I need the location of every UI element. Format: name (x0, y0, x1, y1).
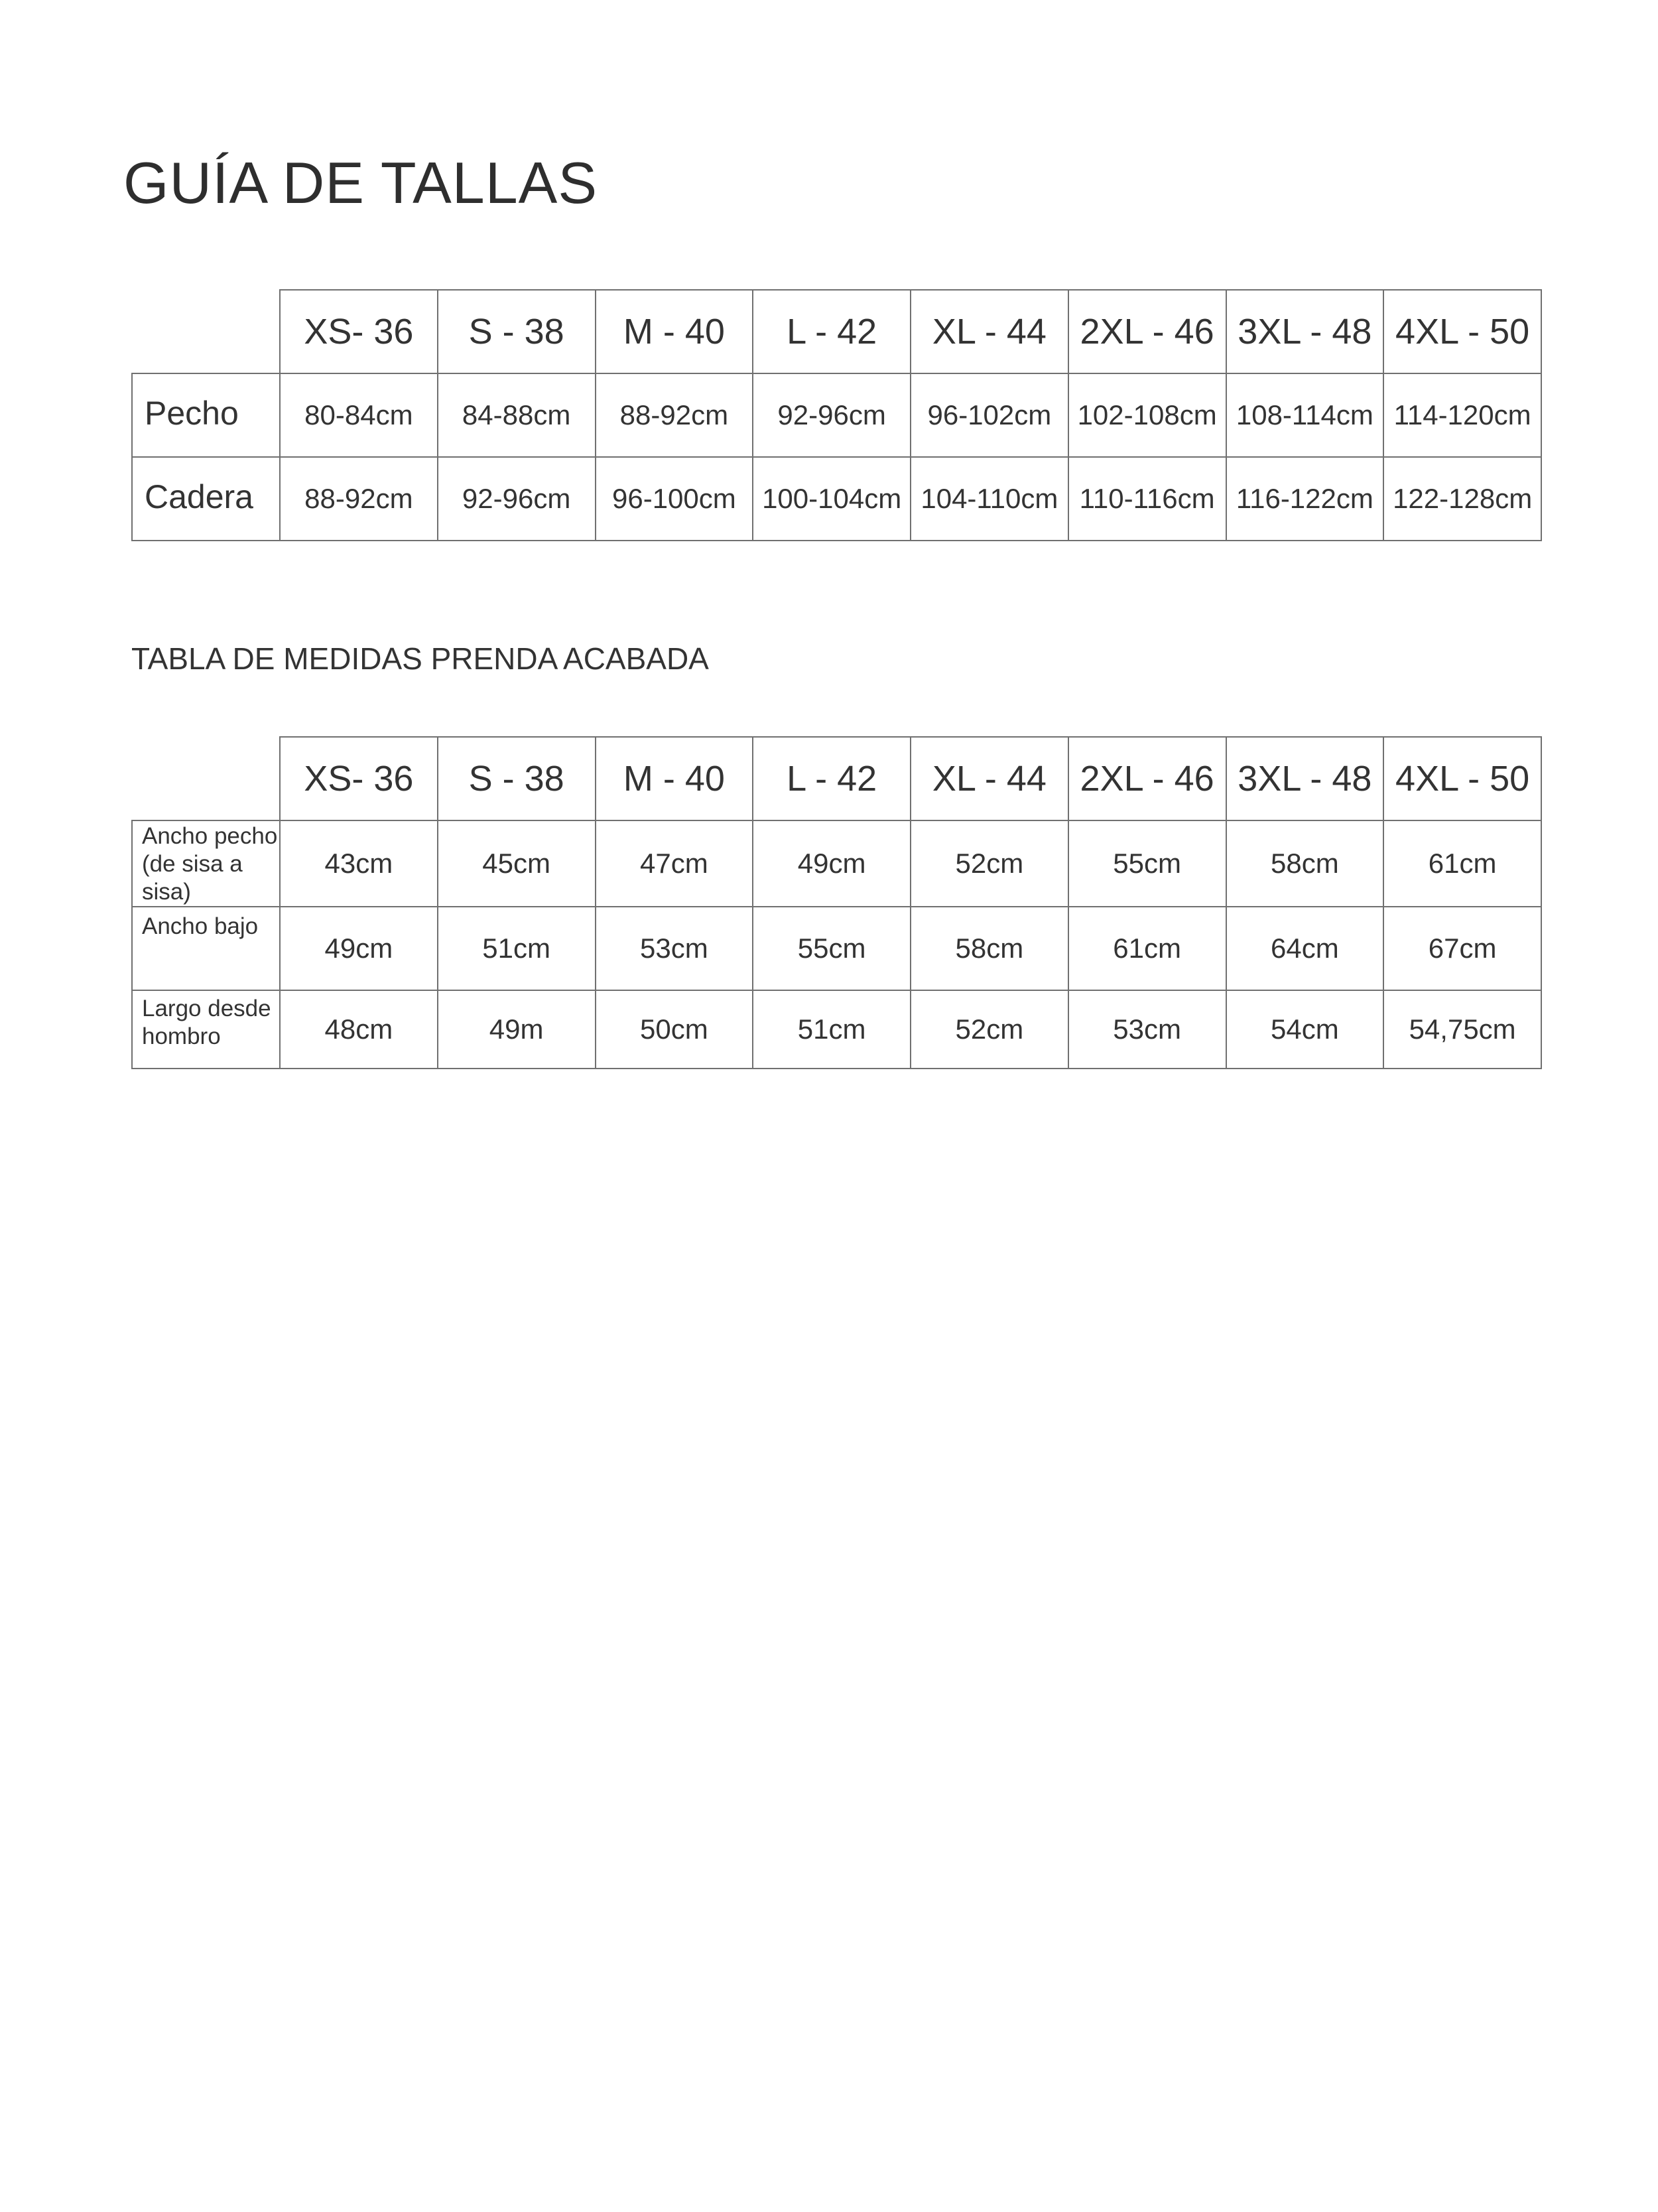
size-header: 4XL - 50 (1383, 737, 1541, 820)
table-cell: 114-120cm (1383, 373, 1541, 457)
table-cell: 50cm (596, 990, 753, 1069)
table-row (132, 907, 1541, 990)
size-header-row (132, 737, 1541, 820)
size-header: L - 42 (753, 737, 911, 820)
table-cell: 45cm (438, 820, 596, 907)
size-header: 2XL - 46 (1068, 290, 1226, 373)
table-cell: 104-110cm (911, 457, 1068, 541)
table-cell: 58cm (1226, 820, 1384, 907)
row-label-pecho: Pecho (132, 373, 280, 457)
size-header-row (132, 290, 1541, 373)
row-label-ancho-bajo: Ancho bajo (132, 907, 280, 990)
size-header: XL - 44 (911, 290, 1068, 373)
size-header: S - 38 (438, 290, 596, 373)
table-cell: 52cm (911, 820, 1068, 907)
table-cell: 61cm (1383, 820, 1541, 907)
table-cell: 54cm (1226, 990, 1384, 1069)
table-cell: 102-108cm (1068, 373, 1226, 457)
table-cell: 108-114cm (1226, 373, 1384, 457)
size-header: 3XL - 48 (1226, 290, 1384, 373)
table-cell: 47cm (596, 820, 753, 907)
size-header: 3XL - 48 (1226, 737, 1384, 820)
table-cell: 51cm (438, 907, 596, 990)
table-cell: 53cm (596, 907, 753, 990)
table-cell: 110-116cm (1068, 457, 1226, 541)
row-label-largo-desde-hombro: Largo desde hombro (132, 990, 280, 1069)
table-cell: 92-96cm (438, 457, 596, 541)
table-cell: 67cm (1383, 907, 1541, 990)
row-label-ancho-pecho: Ancho pecho (de sisa a sisa) (132, 820, 280, 907)
table-cell: 49cm (753, 820, 911, 907)
corner-cell (132, 290, 280, 373)
table-cell: 43cm (280, 820, 438, 907)
table-cell: 51cm (753, 990, 911, 1069)
table-cell: 52cm (911, 990, 1068, 1069)
table-row (132, 820, 1541, 907)
table-cell: 48cm (280, 990, 438, 1069)
table-cell: 88-92cm (280, 457, 438, 541)
section-subtitle: TABLA DE MEDIDAS PRENDA ACABADA (131, 641, 709, 676)
table-cell: 96-100cm (596, 457, 753, 541)
table-cell: 92-96cm (753, 373, 911, 457)
size-header: XS- 36 (280, 290, 438, 373)
table-cell: 61cm (1068, 907, 1226, 990)
table-cell: 116-122cm (1226, 457, 1384, 541)
size-header: S - 38 (438, 737, 596, 820)
size-header: 2XL - 46 (1068, 737, 1226, 820)
table-cell: 80-84cm (280, 373, 438, 457)
size-guide-table (131, 289, 1542, 541)
size-header: 4XL - 50 (1383, 290, 1541, 373)
table-cell: 54,75cm (1383, 990, 1541, 1069)
size-header: M - 40 (596, 737, 753, 820)
table-cell: 88-92cm (596, 373, 753, 457)
table-row (132, 457, 1541, 541)
size-header: XS- 36 (280, 737, 438, 820)
table-cell: 55cm (1068, 820, 1226, 907)
size-header: L - 42 (753, 290, 911, 373)
size-header: XL - 44 (911, 737, 1068, 820)
table-cell: 58cm (911, 907, 1068, 990)
table-cell: 49cm (280, 907, 438, 990)
table-cell: 84-88cm (438, 373, 596, 457)
size-header: M - 40 (596, 290, 753, 373)
row-label-cadera: Cadera (132, 457, 280, 541)
corner-cell (132, 737, 280, 820)
table-cell: 49m (438, 990, 596, 1069)
table-cell: 64cm (1226, 907, 1384, 990)
table-row (132, 990, 1541, 1069)
table-cell: 55cm (753, 907, 911, 990)
table-cell: 96-102cm (911, 373, 1068, 457)
table-cell: 122-128cm (1383, 457, 1541, 541)
page-title: GUÍA DE TALLAS (123, 150, 598, 216)
table-row (132, 373, 1541, 457)
table-cell: 53cm (1068, 990, 1226, 1069)
finished-garment-table (131, 736, 1542, 1069)
table-cell: 100-104cm (753, 457, 911, 541)
